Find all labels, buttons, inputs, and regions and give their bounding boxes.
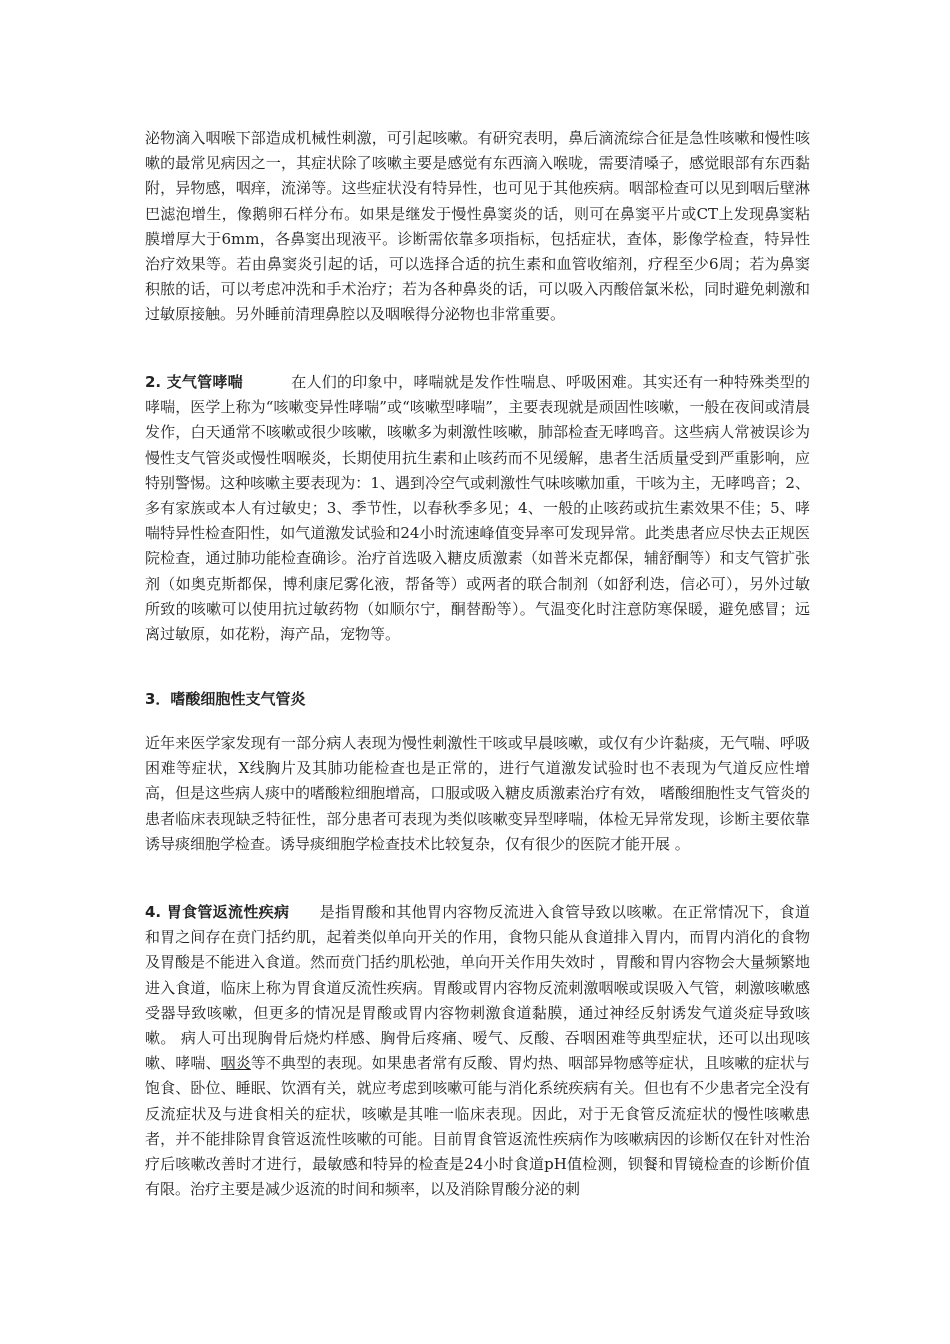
section-heading-gerd: 4. 胃食管返流性疾病	[145, 903, 290, 921]
section-heading-eosinophilic-bronchitis: 3．嗜酸细胞性支气管炎	[145, 690, 306, 708]
section-gerd	[145, 900, 810, 1202]
section-body-asthma: 在人们的印象中，哮喘就是发作性喘息、呼吸困难。其实还有一种特殊类型的哮喘，医学上称为“咳嗽变异性哮喘”或“咳嗽型哮喘”，主要表现就是顽固性咳嗽，一般在夜间或清晨发作，白天通常不咳嗽或很少咳嗽，咳嗽多为刺激性咳嗽，肺部检查无哮鸣音。这些病人常被误诊为慢性支气管炎或慢性咽喉炎，长期使用抗生素和止咳药而不见缓解，患者生活质量受到严重影响，应特别警惕。这种咳嗽主要表现为：1、遇到冷空气或刺激性气味咳嗽加重，干咳为主，无哮鸣音；2、多有家族或本人有过敏史；3、季节性，以春秋季多见；4、一般的止咳药或抗生素效果不佳；5、哮喘特异性检查阳性，如气道激发试验和24小时流速峰值变异率可发现异常。此类患者应尽快去正规医院检查，通过肺功能检查确诊。治疗首选吸入糖皮质激素（如普米克都保，辅舒酮等）和支气管扩张剂（如奥克斯都保，博利康尼雾化液，帮备等）或两者的联合制剂（如舒利迭，信必可），另外过敏所致的咳嗽可以使用抗过敏药物（如顺尔宁，酮替酚等）。气温变化时注意防寒保暖，避免感冒；远离过敏原，如花粉，海产品，宠物等。	[145, 373, 810, 644]
section-heading-asthma: 2. 支气管哮喘	[145, 373, 243, 391]
section-body-eosinophilic-bronchitis: 近年来医学家发现有一部分病人表现为慢性刺激性干咳或早晨咳嗽，或仅有少许黏痰，无气喘、呼吸困难等症状，X线胸片及其肺功能检查也是正常的，进行气道激发试验时也不表现为气道反应性增高，但是这些病人痰中的嗜酸粒细胞增高，口服或吸入糖皮质激素治疗有效， 嗜酸细胞性支气管炎的患者临床表现缺乏特征性，部分患者可表现为类似咳嗽变异型哮喘，体检无异常发现，诊断主要依靠诱导痰细胞学检查。诱导痰细胞学检查技术比较复杂，仅有很少的医院才能开展 。	[145, 734, 810, 853]
section-body-gerd-part2: 等不典型的表现。如果患者常有反酸、胃灼热、咽部异物感等症状，且咳嗽的症状与饱食、卧位、睡眠、饮酒有关，就应考虑到咳嗽可能与消化系统疾病有关。但也有不少患者完全没有反流症状及与进食相关的症状，咳嗽是其唯一临床表现。因此，对于无食管反流症状的慢性咳嗽患者，并不能排除胃食管返流性咳嗽的可能。目前胃食管返流性疾病作为咳嗽病因的诊断仅在针对性治疗后咳嗽改善时才进行，最敏感和特异的检查是24小时食道pH值检测，钡餐和胃镜检查的诊断价值有限。治疗主要是减少返流的时间和频率，以及消除胃酸分泌的刺	[145, 1054, 810, 1199]
section-body-gerd-part1: 是指胃酸和其他胃内容物反流进入食管导致以咳嗽。在正常情况下，食道和胃之间存在贲门括约肌，起着类似单向开关的作用，食物只能从食道排入胃内，而胃内消化的食物及胃酸是不能进入食道。然而贲门括约肌松弛，单向开关作用失效时 ，胃酸和胃内容物会大量频繁地进入食道，临床上称为胃食道反流性疾病。胃酸或胃内容物反流刺激咽喉或误吸入气管，刺激咳嗽感受器导致咳嗽，但更多的情况是胃酸或胃内容物刺激食道黏膜，通过神经反射诱发气道炎症导致咳嗽。 病人可出现胸骨后烧灼样感、胸骨后疼痛、嗳气、反酸、吞咽困难等典型症状，还可以出现咳嗽、哮喘、	[145, 903, 810, 1073]
paragraph-postnasal-drip: 泌物滴入咽喉下部造成机械性刺激，可引起咳嗽。有研究表明，鼻后滴流综合征是急性咳嗽和慢性咳嗽的最常见病因之一，其症状除了咳嗽主要是感觉有东西滴入喉咙，需要清嗓子，感觉眼部有东西黏附，异物感，咽痒，流涕等。这些症状没有特异性，也可见于其他疾病。咽部检查可以见到咽后壁淋巴滤泡增生，像鹅卵石样分布。如果是继发于慢性鼻窦炎的话，则可在鼻窦平片或CT上发现鼻窦粘膜增厚大于6mm，各鼻窦出现液平。诊断需依靠多项指标，包括症状，查体，影像学检查，特异性治疗效果等。若由鼻窦炎引起的话，可以选择合适的抗生素和血管收缩剂，疗程至少6周；若为鼻窦积脓的话，可以考虑冲洗和手术治疗；若为各种鼻炎的话，可以吸入丙酸倍氯米松，同时避免刺激和过敏原接触。另外睡前清理鼻腔以及咽喉得分泌物也非常重要。	[145, 129, 810, 324]
section-bronchial-asthma	[145, 370, 810, 647]
pharyngitis-link[interactable]: 咽炎	[220, 1054, 251, 1073]
